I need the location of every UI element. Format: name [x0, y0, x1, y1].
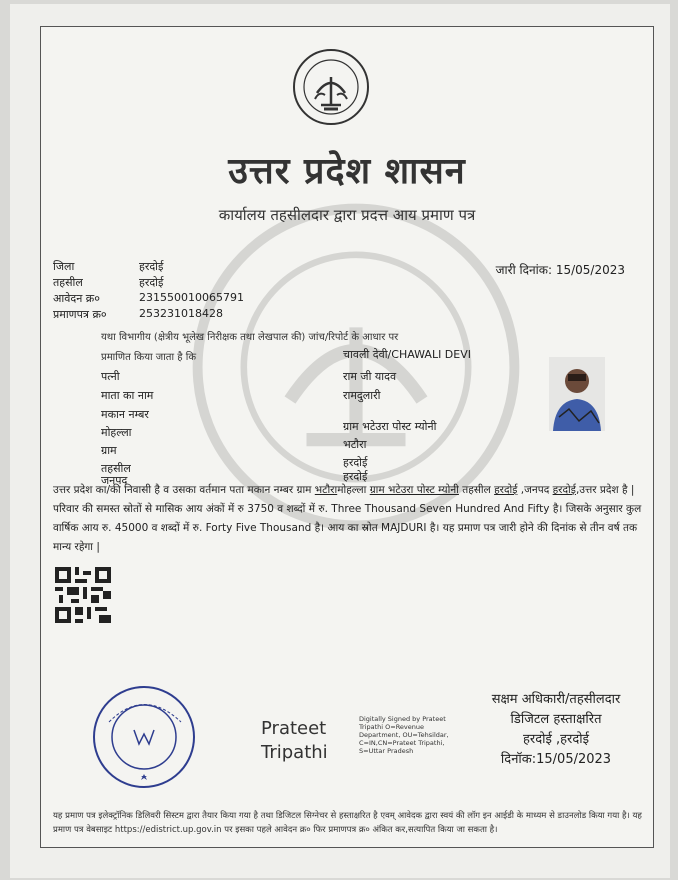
field-value-mother: रामदुलारी: [343, 389, 381, 402]
applicant-photo: [549, 357, 605, 431]
signatory-last-name: Tripathi: [261, 742, 328, 763]
issue-date: जारी दिनांक: 15/05/2023: [495, 263, 625, 277]
field-label-village: ग्राम: [101, 444, 117, 457]
field-value-husband: राम जी यादव: [343, 370, 397, 383]
intro-line-1: यथा विभागीय (क्षेत्रीय भूलेख निरीक्षक तथा लेखपाल की) जांच/रिपोर्ट के आधार पर: [101, 332, 399, 343]
authority-title: सक्षम अधिकारी/तहसीलदार: [491, 692, 621, 707]
body-text-4: ,जनपद: [517, 484, 553, 496]
field-value-tehsil: हरदोई: [139, 276, 164, 289]
field-label-district: जिला: [53, 260, 75, 273]
qr-code: [55, 567, 111, 623]
field-value-locality: ग्राम भटेउरा पोस्ट म्योनी: [343, 420, 437, 433]
field-value-janpad: हरदोई: [343, 470, 368, 483]
field-value-name: चावली देवी/CHAWALI DEVI: [343, 348, 471, 361]
digital-signature-details: Digitally Signed by Prateet Tripathi O=Revenue Department, OU=Tehsildar, C=IN,CN=Prateet Tripathi, S=Uttar Pradesh: [359, 715, 449, 755]
certificate-heading: उत्तर प्रदेश शासन: [228, 150, 466, 192]
verification-footer: यह प्रमाण पत्र इलेक्ट्रॉनिक डिलिवरी सिस्टम द्वारा तैयार किया गया है तथा डिजिटल सिग्नेचर से हस्ताक्षरित है एवम् आवेदक द्वारा स्वयं की लॉग इन आईडी के माध्यम से डाउनलोड किया गया है। यह प्रमाण पत्र वेबसाइट https://edistrict.up.gov.in पर इसका पहले आवेदन क्र० फिर प्रमाणपत्र क्र० अंकित कर,सत्यापित किया जा सकता है।: [53, 811, 642, 835]
authority-date: दिनॉक:15/05/2023: [500, 752, 612, 767]
intro-line-2: प्रमाणित किया जाता है कि: [101, 352, 197, 363]
issuing-authority: [471, 690, 641, 770]
field-label-husband: पत्नी: [101, 370, 120, 383]
authority-digitally-signed: डिजिटल हस्ताक्षरित: [510, 712, 602, 727]
field-label-janpad: जनपद: [101, 474, 128, 487]
field-label-application-no: आवेदन क्र०: [53, 292, 100, 305]
field-label-tehsil: तहसील: [53, 276, 83, 289]
body-text-5: ,उत्तर प्रदेश है | परिवार की समस्त स्रोतों से मासिक आय अंकों में रु 3750 व शब्दों में रु. Three Thousand Seven Hundred And Fifty है। जिसके अनुसार कुल वार्षिक आय रु. 45000 व शब्दों में रु. Forty Five Thousand है। आय का स्रोत MAJDURI है। यह प्रमाण पत्र जारी होने की दिनांक से तीन वर्ष तक मान्य रहेगा |: [53, 484, 642, 553]
body-text-2: मोहल्ला: [337, 484, 370, 496]
body-locality: ग्राम भटेउरा पोस्ट म्योनी: [369, 484, 459, 496]
field-label-certificate-no: प्रमाणपत्र क्र०: [53, 308, 107, 321]
field-label-tehsil-2: तहसील: [101, 462, 131, 475]
field-value-certificate-no: 253231018428: [139, 307, 223, 320]
field-label-locality: मोहल्ला: [101, 426, 132, 439]
body-text-3: तहसील: [458, 484, 495, 496]
signatory-first-name: Prateet: [261, 718, 327, 739]
photo-background: [10, 4, 670, 878]
body-janpad: हरदोई: [552, 484, 576, 496]
field-value-tehsil-2: हरदोई: [343, 456, 368, 469]
body-text-1: उत्तर प्रदेश का/की निवासी है व उसका वर्तमान पता मकान नम्बर ग्राम: [53, 484, 315, 496]
field-label-house-no: मकान नम्बर: [101, 408, 149, 421]
field-value-village: भटौरा: [343, 438, 367, 451]
citizen-sewa-kendra-seal: [89, 682, 199, 792]
up-government-emblem: [291, 47, 371, 127]
field-value-district: हरदोई: [139, 260, 164, 273]
field-value-application-no: 231550010065791: [139, 291, 244, 304]
income-certificate: [40, 26, 654, 848]
signatory-name: [261, 717, 328, 765]
field-label-mother: माता का नाम: [101, 389, 154, 402]
authority-location: हरदोई ,हरदोई: [522, 732, 589, 747]
body-village: भटौरा: [314, 484, 338, 496]
body-tehsil: हरदोई: [494, 484, 518, 496]
certificate-subtitle: कार्यालय तहसीलदार द्वारा प्रदत्त आय प्रमाण पत्र: [218, 206, 476, 224]
certificate-body: [53, 481, 643, 557]
